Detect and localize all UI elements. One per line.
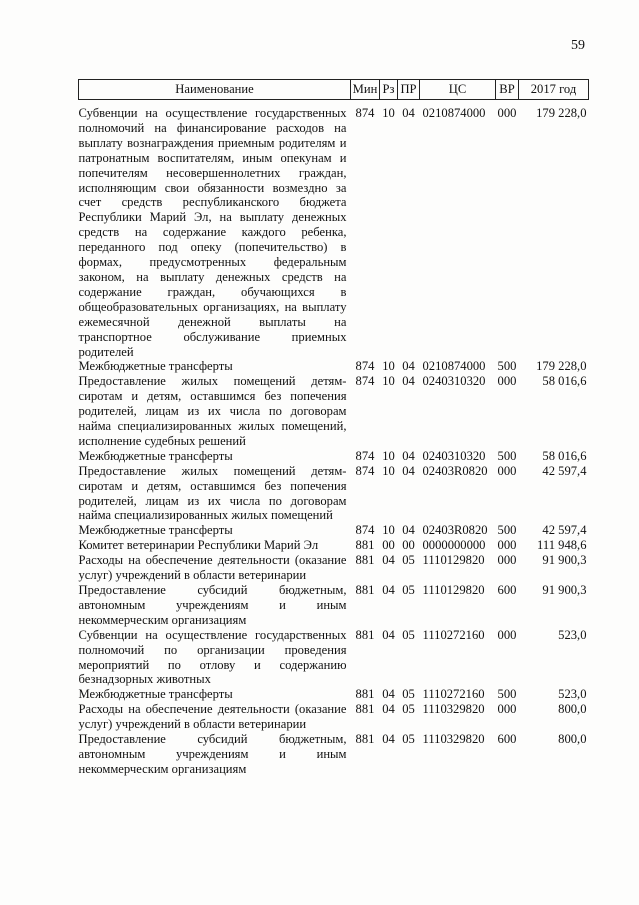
row-cs: 1110272160 [422,687,485,702]
row-min: 874 [355,523,375,538]
row-cs: 0210874000 [422,359,486,374]
row-pr: 05 [402,627,415,642]
table-header [79,80,589,100]
header-min: Мин [351,80,380,100]
row-cs: 1110329820 [422,732,485,747]
row-pr: 05 [402,583,415,597]
row-min: 874 [355,448,375,463]
row-pr: 04 [402,523,415,538]
row-sum: 42 597,4 [542,463,587,478]
row-sum: 523,0 [558,627,587,642]
row-vr: 000 [497,553,517,568]
row-cs: 1110329820 [422,702,485,717]
row-cs: 0240310320 [422,374,486,389]
table-row [79,464,589,524]
row-name: Субвенции на осуществление государственных полномочий на финансирование расходов на выплату вознаграждения приемным родителям и патронатным воспитателям, иным опекунам и попечителям несовершеннолетних граждан, исполняющим свои обязанности возмездно за счет средств республиканского бюджета Республики Марий Эл, на выплату денежных средств на содержание каждого ребенка, переданного под опеку (попечительство) в формах, предусмотренных федеральным законом, на выплату денежных средств на содержание граждан, обучающихся в общеобразовательных организациях, на выплату ежемесячной денежной выплаты на транспортное обслуживание приемных родителей [78,106,347,359]
table-row [79,702,589,732]
row-vr: 600 [497,732,517,747]
row-name: Межбюджетные трансферты [78,448,233,463]
table-row [79,374,589,449]
row-min: 881 [355,732,375,747]
row-pr: 05 [402,732,415,747]
row-name: Расходы на обеспечение деятельности (оказание услуг) учреждений в области ветеринарии [78,702,347,732]
row-vr: 500 [497,687,517,702]
row-sum: 42 597,4 [542,523,587,538]
row-name: Субвенции на осуществление государственных полномочий по организации проведения мероприятий по отлову и содержанию безнадзорных животных [78,627,347,687]
row-name: Предоставление жилых помещений детям-сиротам и детям, оставшимся без попечения родителей, лицам из их числа по договорам найма специализированных жилых помещений [78,463,347,523]
row-vr: 000 [497,463,517,478]
table-body [79,100,589,777]
row-name: Межбюджетные трансферты [78,359,233,374]
row-min: 881 [355,538,375,553]
row-name: Комитет ветеринарии Республики Марий Эл [78,538,319,553]
row-min: 874 [355,359,375,374]
row-name: Межбюджетные трансферты [78,523,233,538]
header-pr: ПР [398,80,420,100]
row-cs: 02403R0820 [422,523,488,538]
row-min: 881 [355,687,375,702]
row-name: Предоставление жилых помещений детям-сиротам и детям, оставшимся без попечения родителей, лицам из их числа по договорам найма специализированных жилых помещений, исполнение судебных решений [78,374,347,448]
header-name: Наименование [79,80,351,100]
row-sum: 91 900,3 [542,553,587,568]
header-vr: ВР [496,80,519,100]
row-sum: 179 228,0 [536,106,587,120]
row-rz: 04 [382,702,395,717]
row-cs: 1110129820 [422,553,485,568]
row-sum: 523,0 [558,687,587,702]
row-pr: 05 [402,687,415,702]
table-row [79,359,589,374]
row-sum: 91 900,3 [542,583,587,597]
row-cs: 0000000000 [422,538,486,553]
row-sum: 111 948,6 [537,538,587,553]
header-cs: ЦС [420,80,496,100]
row-cs: 1110129820 [422,583,485,597]
table-row [79,100,589,360]
row-vr: 500 [497,523,517,538]
row-vr: 000 [497,627,517,642]
row-pr: 00 [402,538,415,553]
row-rz: 10 [382,106,395,120]
row-vr: 600 [497,583,517,597]
row-name: Предоставление субсидий бюджетным, автономным учреждениям и иным некоммерческим организациям [78,732,347,776]
row-rz: 10 [382,448,395,463]
row-sum: 800,0 [558,732,587,747]
row-name: Межбюджетные трансферты [78,687,233,702]
table-row [79,449,589,464]
row-rz: 10 [382,374,395,389]
row-rz: 04 [382,553,395,568]
row-min: 881 [355,702,375,717]
table-row [79,732,589,777]
row-pr: 05 [402,702,415,717]
table-row [79,583,589,628]
row-vr: 500 [497,448,517,463]
row-vr: 000 [497,702,517,717]
row-vr: 000 [497,106,517,120]
row-name: Предоставление субсидий бюджетным, автономным учреждениям и иным некоммерческим организациям [78,583,347,627]
row-vr: 000 [497,538,517,553]
row-pr: 04 [402,374,415,389]
table-row [79,687,589,702]
row-pr: 04 [402,359,415,374]
row-min: 881 [355,627,375,642]
table-row [79,523,589,538]
row-vr: 500 [497,359,517,374]
page-number: 59 [571,38,585,53]
row-cs: 02403R0820 [422,463,488,478]
row-pr: 04 [402,106,415,120]
header-rz: Рз [380,80,398,100]
row-min: 881 [355,583,375,597]
row-min: 874 [355,463,375,478]
row-sum: 58 016,6 [542,374,587,389]
table-row [79,628,589,688]
row-cs: 0240310320 [422,448,486,463]
row-sum: 58 016,6 [542,448,587,463]
row-sum: 179 228,0 [536,359,587,374]
row-rz: 04 [382,732,395,747]
row-rz: 00 [382,538,395,553]
budget-table [78,79,589,777]
row-min: 874 [355,106,375,120]
row-sum: 800,0 [558,702,587,717]
row-min: 881 [355,553,375,568]
row-rz: 04 [382,627,395,642]
row-cs: 0210874000 [422,106,486,120]
row-pr: 04 [402,463,415,478]
row-pr: 04 [402,448,415,463]
row-pr: 05 [402,553,415,568]
row-rz: 04 [382,687,395,702]
row-rz: 04 [382,583,395,597]
row-cs: 1110272160 [422,627,485,642]
row-rz: 10 [382,463,395,478]
row-name: Расходы на обеспечение деятельности (оказание услуг) учреждений в области ветеринарии [78,553,347,583]
row-min: 874 [355,374,375,389]
row-rz: 10 [382,359,395,374]
row-vr: 000 [497,374,517,389]
table-row [79,553,589,583]
row-rz: 10 [382,523,395,538]
header-year: 2017 год [519,80,589,100]
table-row [79,538,589,553]
